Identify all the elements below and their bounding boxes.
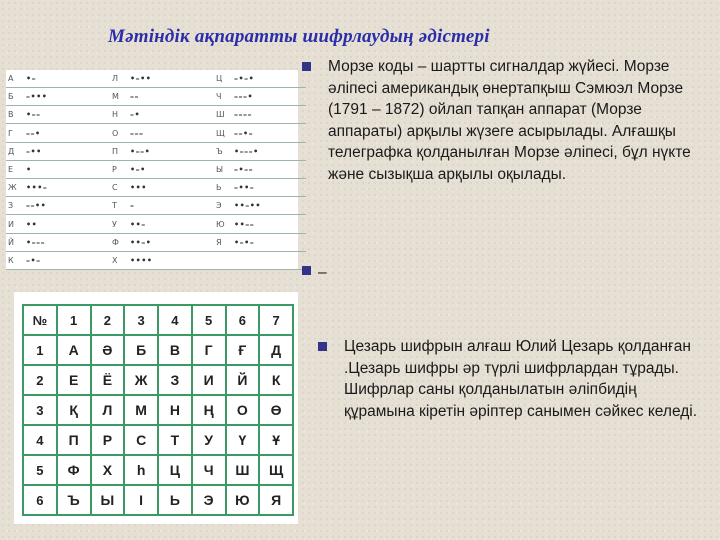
morse-gap	[202, 106, 214, 124]
caesar-row	[23, 395, 293, 425]
morse-code: •–	[24, 70, 98, 88]
caesar-row	[23, 335, 293, 365]
caesar-letter-cell: Р	[91, 425, 125, 455]
morse-gap	[98, 124, 110, 142]
morse-letter: Г	[6, 124, 24, 142]
morse-gap	[202, 251, 214, 269]
morse-code: ••–	[128, 215, 202, 233]
morse-code: •–•	[128, 160, 202, 178]
morse-gap	[98, 70, 110, 88]
caesar-letter-cell: Й	[226, 365, 260, 395]
morse-letter: Л	[110, 70, 128, 88]
caesar-letter-cell: Ч	[192, 455, 226, 485]
caesar-letter-cell: Е	[57, 365, 91, 395]
morse-code: ••–••	[232, 197, 306, 215]
morse-letter: С	[110, 179, 128, 197]
morse-letter: И	[6, 215, 24, 233]
morse-gap	[202, 197, 214, 215]
morse-letter: Ц	[214, 70, 232, 88]
morse-letter: М	[110, 88, 128, 106]
caesar-letter-cell: Ү	[226, 425, 260, 455]
caesar-index-cell: 4	[158, 305, 192, 335]
caesar-letter-cell: Ь	[158, 485, 192, 515]
morse-gap	[202, 88, 214, 106]
morse-row	[6, 106, 306, 124]
caesar-letter-cell: Э	[192, 485, 226, 515]
morse-gap	[98, 142, 110, 160]
morse-letter: Ь	[214, 179, 232, 197]
caesar-letter-cell: Ё	[91, 365, 125, 395]
morse-code: •	[24, 160, 98, 178]
morse-row	[6, 88, 306, 106]
morse-gap	[98, 233, 110, 251]
morse-letter: Ч	[214, 88, 232, 106]
caesar-row	[23, 455, 293, 485]
caesar-index-cell: 3	[23, 395, 57, 425]
morse-letter: Э	[214, 197, 232, 215]
morse-code: ––•	[24, 124, 98, 142]
caesar-index-cell: №	[23, 305, 57, 335]
caesar-index-cell: 7	[259, 305, 293, 335]
caesar-letter-cell: Я	[259, 485, 293, 515]
morse-code: –•–•	[232, 70, 306, 88]
bullet-square-icon	[302, 266, 311, 275]
caesar-letter-cell: Х	[91, 455, 125, 485]
morse-alphabet-table	[6, 70, 298, 270]
morse-letter: Д	[6, 142, 24, 160]
caesar-table-grid	[22, 304, 294, 516]
morse-letter: Х	[110, 251, 128, 269]
caesar-letter-cell: Ъ	[57, 485, 91, 515]
caesar-index-cell: 1	[23, 335, 57, 365]
morse-letter: Я	[214, 233, 232, 251]
morse-code: –••	[24, 142, 98, 160]
caesar-letter-cell: Ф	[57, 455, 91, 485]
morse-letter: Ю	[214, 215, 232, 233]
morse-letter: Й	[6, 233, 24, 251]
caesar-letter-cell: К	[259, 365, 293, 395]
bullet-empty-text: –	[318, 264, 327, 281]
morse-letter: К	[6, 251, 24, 269]
caesar-index-cell: 2	[23, 365, 57, 395]
morse-row	[6, 142, 306, 160]
morse-gap	[202, 142, 214, 160]
caesar-letter-cell: А	[57, 335, 91, 365]
caesar-letter-cell: Ы	[91, 485, 125, 515]
morse-gap	[202, 70, 214, 88]
morse-row	[6, 233, 306, 251]
caesar-letter-cell: Ө	[259, 395, 293, 425]
morse-row	[6, 179, 306, 197]
morse-gap	[98, 251, 110, 269]
morse-letter: З	[6, 197, 24, 215]
caesar-letter-cell: В	[158, 335, 192, 365]
morse-code: •–••	[128, 70, 202, 88]
caesar-letter-cell: Ш	[226, 455, 260, 485]
morse-gap	[98, 179, 110, 197]
bullet-square-icon	[302, 62, 311, 71]
morse-letter: У	[110, 215, 128, 233]
morse-letter: Ы	[214, 160, 232, 178]
caesar-index-cell: 1	[57, 305, 91, 335]
morse-code: ••–•	[128, 233, 202, 251]
caesar-letter-cell: У	[192, 425, 226, 455]
caesar-row	[23, 305, 293, 335]
morse-code: ••––	[232, 215, 306, 233]
morse-code: •–––	[24, 233, 98, 251]
caesar-index-cell: 6	[226, 305, 260, 335]
morse-code: –•––	[232, 160, 306, 178]
morse-code	[232, 251, 306, 269]
morse-code: •••–	[24, 179, 98, 197]
caesar-table-image	[14, 292, 298, 524]
morse-table-grid	[6, 70, 306, 270]
caesar-letter-cell: Ә	[91, 335, 125, 365]
morse-letter: Ф	[110, 233, 128, 251]
morse-gap	[202, 160, 214, 178]
caesar-letter-cell: Ю	[226, 485, 260, 515]
caesar-row	[23, 425, 293, 455]
morse-code: –	[128, 197, 202, 215]
morse-code: ––•–	[232, 124, 306, 142]
morse-gap	[202, 233, 214, 251]
caesar-letter-cell: П	[57, 425, 91, 455]
morse-gap	[98, 160, 110, 178]
caesar-letter-cell: Щ	[259, 455, 293, 485]
bullet-caesar	[318, 336, 710, 422]
slide-title: Мәтіндік ақпаратты шифрлаудың әдістері	[108, 26, 490, 47]
caesar-letter-cell: Ұ	[259, 425, 293, 455]
morse-letter: Б	[6, 88, 24, 106]
morse-code: –••–	[232, 179, 306, 197]
caesar-letter-cell: Қ	[57, 395, 91, 425]
morse-letter: О	[110, 124, 128, 142]
morse-row	[6, 160, 306, 178]
caesar-letter-cell: Б	[124, 335, 158, 365]
caesar-letter-cell: Ғ	[226, 335, 260, 365]
caesar-row	[23, 485, 293, 515]
morse-letter: А	[6, 70, 24, 88]
caesar-row	[23, 365, 293, 395]
caesar-letter-cell: І	[124, 485, 158, 515]
morse-code: –––•	[232, 88, 306, 106]
caesar-index-cell: 5	[23, 455, 57, 485]
morse-code: ••	[24, 215, 98, 233]
morse-code: •–•–	[232, 233, 306, 251]
caesar-index-cell: 3	[124, 305, 158, 335]
morse-code: ––	[128, 88, 202, 106]
caesar-letter-cell: М	[124, 395, 158, 425]
caesar-letter-cell: Г	[192, 335, 226, 365]
morse-letter: В	[6, 106, 24, 124]
morse-code: ––––	[232, 106, 306, 124]
caesar-letter-cell: Ж	[124, 365, 158, 395]
caesar-letter-cell: h	[124, 455, 158, 485]
bullet-square-icon	[318, 342, 327, 351]
morse-row	[6, 215, 306, 233]
morse-letter: П	[110, 142, 128, 160]
caesar-letter-cell: И	[192, 365, 226, 395]
bullet-empty	[302, 262, 342, 284]
morse-code: ––••	[24, 197, 98, 215]
morse-letter: Ъ	[214, 142, 232, 160]
bullet-morse-text: Морзе коды – шартты сигналдар жүйесі. Морзе әліпесі американдық өнертапқыш Сэмюэл Морзе (1791 – 1872) ойлап тапқан аппарат (Морзе аппараты) арқылы жүзеге асырылады. Алғашқы телеграфка қолданылған Морзе әліпесі, бұл нүкте және сызықша арқылы оқылады.	[328, 58, 691, 183]
caesar-letter-cell: Л	[91, 395, 125, 425]
morse-row	[6, 251, 306, 269]
morse-row	[6, 124, 306, 142]
morse-gap	[202, 215, 214, 233]
morse-gap	[98, 215, 110, 233]
caesar-letter-cell: Ң	[192, 395, 226, 425]
caesar-letter-cell: О	[226, 395, 260, 425]
morse-code: ••••	[128, 251, 202, 269]
caesar-letter-cell: С	[124, 425, 158, 455]
caesar-letter-cell: З	[158, 365, 192, 395]
morse-gap	[98, 88, 110, 106]
morse-letter: Е	[6, 160, 24, 178]
caesar-letter-cell: Д	[259, 335, 293, 365]
caesar-index-cell: 2	[91, 305, 125, 335]
morse-gap	[98, 106, 110, 124]
morse-letter: Ш	[214, 106, 232, 124]
morse-code: •––•	[128, 142, 202, 160]
morse-letter: Щ	[214, 124, 232, 142]
morse-gap	[202, 124, 214, 142]
morse-letter: Т	[110, 197, 128, 215]
bullet-morse	[302, 56, 712, 185]
caesar-letter-cell: Н	[158, 395, 192, 425]
morse-letter: Р	[110, 160, 128, 178]
caesar-index-cell: 4	[23, 425, 57, 455]
morse-code: –•–	[24, 251, 98, 269]
morse-code: –––	[128, 124, 202, 142]
morse-code: –•••	[24, 88, 98, 106]
caesar-index-cell: 5	[192, 305, 226, 335]
bullet-caesar-text: Цезарь шифрын алғаш Юлий Цезарь қолданған .Цезарь шифры әр түрлі шифрлардан тұрады. Шифрлар саны қолданылатын әліпбидің құрамына кіретін әріптер санымен сәйкес келеді.	[344, 338, 698, 420]
morse-row	[6, 197, 306, 215]
morse-gap	[98, 197, 110, 215]
morse-code: •••	[128, 179, 202, 197]
morse-letter: Н	[110, 106, 128, 124]
caesar-letter-cell: Т	[158, 425, 192, 455]
caesar-index-cell: 6	[23, 485, 57, 515]
morse-row	[6, 70, 306, 88]
morse-code: •–––•	[232, 142, 306, 160]
morse-code: –•	[128, 106, 202, 124]
morse-letter	[214, 251, 232, 269]
morse-code: •––	[24, 106, 98, 124]
morse-letter: Ж	[6, 179, 24, 197]
caesar-letter-cell: Ц	[158, 455, 192, 485]
morse-gap	[202, 179, 214, 197]
